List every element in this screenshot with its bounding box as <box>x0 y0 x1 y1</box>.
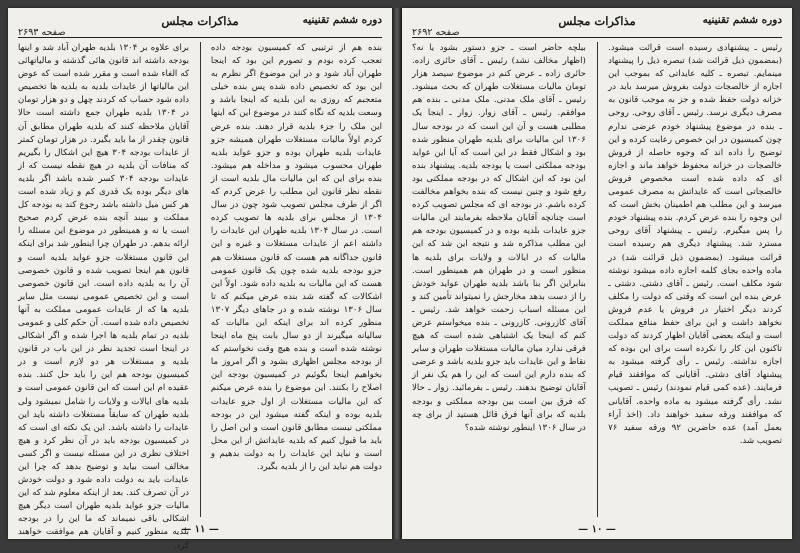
column-divider <box>597 42 598 517</box>
column-divider <box>200 42 201 517</box>
column-text: برای علاوه بر ۱۳۰۴ بلدیه طهران آباد شد و اینها بودجه داشته اند قانون هائی گذشته و مالیاتهائی که الغاء شده است و مقرر شده است که عوض این مالیاتها از عایدات بلدیه به بلدیه ها تخصیص داده شود حساب که کردند چهل و دو هزار تومان در ۱۳۰۴ بلدیه طهران جمع داشته است حالا آقایان ملاحظه کنند که بلدیه طهران مطابق آن قانون چقدر از ما باید بگیرد. در هزار تومان کمتر از عایدات بودجه ۳۰۴ هیچ این اشکال را بگیریم که منافات آن بلدیه در هیچ نقطه نیست که از عایدات بودجه ۳۰۴ کسر شده باشد اگر بلدیه های دیگر بوده یک قدری کم و زیاد شده است هر کس میل داشته باشد رجوع کند به بودجه کل مملکت و ببیند آنچه بنده عرض کردم صحیح است یا نه و همینطور در موضوع این مسئله را ارائه بدهم. در طهران چرا اینطور شد برای اینکه این قانون مستغلات جزو عواید بلدیه است و قانون هم اینجا تصویب شده و قانون خصوصی آن را به بلدیه داده است. این قانون خصوصی است و این تخصیص عمومی نیست مثل سایر بلدیه ها که از عایدات عمومی مملکت به آنها تخصیص داده شده است. آن حکم کلی و عمومی بلدیه در تمام بلدیه ها اجرا شده و اگر اشکالی در اینجا است تجدید نظر در این باب در قانون بلدیه و مستغلات هر دو لازم است و در کمیسیون بودجه هم این را باید حل کنند. بنده عقیده ام این است که این قانون عمومی است و بلدیه های ایالات و ولایات را شامل نمیشود ولی بلدیه طهران که سابقاً مستغلات داشته باید این عایدات را داشته باشد. این یک نکته ای است که در کمیسیون بودجه باید در آن نظر کرد و هیچ اختلاف نظری در این مسئله نیست و اگر کسی مخالف است بیاید و توضیح بدهد که چرا این عایدات باید به دولت داده شود و دولت خودش در آن تصرف کند. بعد از اینکه معلوم شد که این مالیات جزو عواید بلدیه طهران است دیگر هیچ اشکالی باقی نمیماند که ما این را در بودجه بلدیه منظور کنیم و آقایان هم موافقت خواهند کرد. <box>17 43 190 551</box>
book-spine <box>392 8 402 539</box>
page-header <box>412 14 782 38</box>
text-columns <box>412 42 782 517</box>
header-title: مذاکرات مجلس <box>161 14 239 28</box>
column-text: بیلچه حاضر است ـ جزو دستور بشود یا نه؟ (اظهار مخالف نشد) رئیس ـ آقای حائری زاده. حائری زاده ـ عرض کنم در موضوع سیصد هزار تومان مالیات مستغلات طهران که بحث میشود. رئیس ـ آقای ملک مدنی. ملک مدنی ـ بنده هم موافقم. رئیس ـ آقای زوار. زوار ـ اینجا یک مطلبی هست و آن این است که در بودجه سال ۱۳۰۶ این مالیات برای بلدیه طهران منظور شده بود و اشکال فقط در این است که آیا این عواید بودجه مملکتی است یا بودجه بلدیه. پیشنهاد بنده این بود که این اشکال که در بودجه مملکتی بود رفع شود و چنین نیست که بنده بخواهم مخالفت کرده باشم. در بودجه ای که مجلس تصویب کرده است چنانچه آقایان ملاحظه بفرمایند این مالیات جزو عایدات بلدیه بوده و در کمیسیون بودجه هم این مطلب مذاکره شد و نتیجه این شد که این مالیات که در ایالات و ولایات برای بلدیه ها منظور است و در طهران هم همینطور است. بنابراین اگر بنا باشد بلدیه طهران عواید خودش را از دست بدهد مخارجش را نمیتواند تأمین کند و این مسئله اسباب زحمت خواهد شد. رئیس ـ آقای کازرونی. کازرونی ـ بنده میخواستم عرض کنم که اینجا یک اشتباهی شده است که هیچ فرقی ندارد میان مالیات مستغلات طهران و سایر نقاط و این عایدات باید جزو بلدیه باشد و عرضی که بنده دارم این است که این را هم یک نفر از آقایان توضیح بدهند. رئیس ـ بفرمائید. زوار ـ حالا که فرق بین است بین بودجه مملکتی و بودجه بلدیه که برای آنها فرق قائل هستید از برای چه در سال ۱۳۰۶ اینطور نوشته شده؟ <box>412 43 586 433</box>
page-number: — ۱۰ — <box>578 524 616 535</box>
session-label: دوره ششم تقنینیه <box>302 14 382 26</box>
page-label: صفحه ۲۶۹۲ <box>412 27 460 38</box>
header-rule <box>18 37 382 38</box>
session-label: دوره ششم تقنینیه <box>702 14 782 26</box>
page-header <box>18 14 382 38</box>
column-text: بنده هم از ترتیبی که کمیسیون بودجه داده تعجب کرده بودم و تصورم این بود که اینجا طهران آباد شود و در این موضوع اگر نظرم به این بود که تخصیص داده شده پس بنده خیلی متعجبم که روزی به این بلدیه که اینجا باشد و وسعت بلدیه که نگاه کنند در موضوع این که اینها این ملک را جزء بلدیه قرار دهند. بنده عرض کردم اولاً مالیات مستغلات طهران همیشه جزو عایدات بلدیه طهران بوده و جزو عواید بلدیه طهران محسوب میشود و مداخله هم میشود. بنده برای این که این مالیات مال بلدیه است از نقطه نظر قانون این مطلب را عرض کردم که اگر از طرف مجلس تصویب شود چون در سال ۱۳۰۴ از مجلس برای بلدیه ها تصویب کرده است. در سال ۱۳۰۴ بلدیه طهران این عایدات را داشته اعم از عایدات مستغلات و غیره و این قانون جداگانه هم هست که قانون مستغلات هم جزو بودجه بلدیه شده چون یک قانون عمومی هست که این مالیات به بلدیه داده شود. اولاً این اشکالات که گفته شد بنده عرض میکنم که تا سال ۱۳۰۶ نوشته شده و در جاهای دیگر ۱۳۰۷ منظور کرده اند برای اینکه این مالیات که سالیانه میگیرند از دو سال بابت پنج ماه اینجا نوشته شده است و بنده هیچ وقت نخواستم که از بودجه مجلس اظهاری بشود و اگر امروز ما بخواهیم اینجا بگوئیم در کمیسیون بودجه این اصلاح را بکنند. این موضوع را بنده عرض میکنم که این مالیات مستغلات از اول جزو عایدات بلدیه بوده و اینکه گفته میشود این در بودجه مملکتی نیست مطابق قانون است و این اصل را باید ما قبول کنیم که بلدیه عایداتش از این محل است و نباید این عایدات را به دولت بدهیم و دولت هم نباید این را از بلدیه بگیرد. <box>210 43 382 472</box>
text-column-left <box>17 42 190 551</box>
right-page <box>402 8 792 539</box>
page-number: — ۱۱ — <box>181 524 219 535</box>
text-column-left <box>412 42 586 517</box>
left-page <box>8 8 392 551</box>
text-column-right <box>211 42 382 517</box>
text-column-right <box>608 42 782 517</box>
header-title: مذاکرات مجلس <box>558 14 636 28</box>
column-text: رئیس ـ پیشنهادی رسیده است قرائت میشود. (بمضمون ذیل قرائت شد) تبصره ذیل را پیشنهاد مینمایم. تبصره ـ کلیه عایداتی که بموجب این اجازه از خالصجات دولت بفروش میرسد باید در خزانه دولت حفظ شده و جز به موجب قانون به مصرف دیگری نرسد. رئیس ـ آقای روحی. روحی ـ بنده در موضوع پیشنهاد خودم عرضی ندارم چون کمیسیون در این خصوص رعایت کرده و این توضیح را داده اند که وجوه حاصله از فروش خالصجات در خزانه محفوظ خواهد ماند و اجازه ای که داده شده است مخصوص فروش خالصجاتی است که عایداتش به مصرف عمومی میرسد و این مطلب هم اطمینان بخش است که این وجوه را بنده عرض کردم. بنده پیشنهاد خودم را پس میگیرم. رئیس ـ پیشنهاد آقای روحی مسترد شد. پیشنهاد دیگری هم رسیده است قرائت میشود. (بمضمون ذیل قرائت شد) در ماده واحده بجای کلمه اجازه داده میشود نوشته شود مکلف است. رئیس ـ آقای دشتی. دشتی ـ عرض بنده این است که وقتی که دولت را مکلف کردند دیگر اختیار در فروش یا عدم فروش نخواهد داشت و این برای حفظ منافع مملکت است و اینکه بعضی آقایان اظهار کردند که دولت تاکنون این کار را نکرده است برای این بوده که اجازه نداشته. رئیس ـ رأی گرفته میشود به پیشنهاد آقای دشتی. آقایانی که موافقند قیام فرمایند. (عده کمی قیام نمودند) رئیس ـ تصویب نشد. رأی گرفته میشود به ماده واحده. آقایانی که موافقند ورقه سفید خواهند داد. (اخذ آراء بعمل آمد) عده حاضرین ۹۲ ورقه سفید ۷۶ تصویب شد. <box>608 43 782 446</box>
header-rule <box>412 37 782 38</box>
page-label: صفحه ۲۶۹۳ <box>18 27 66 38</box>
